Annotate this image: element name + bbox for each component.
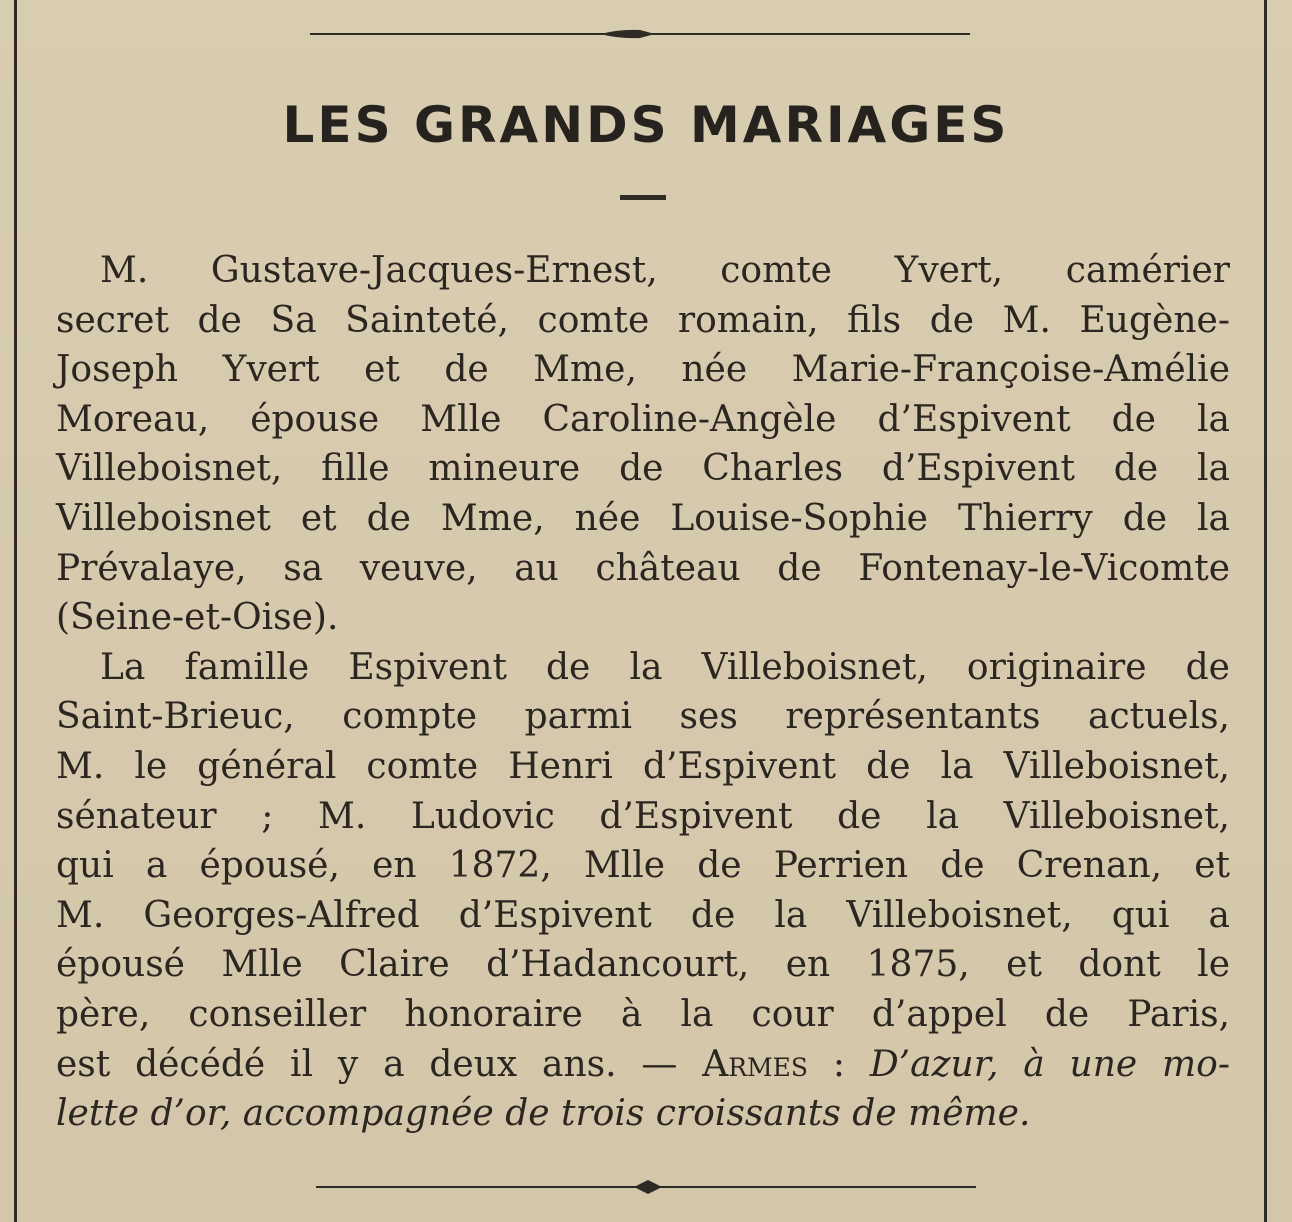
arms-blazon-end: lette d’or, accompagnée de trois croissants de même. xyxy=(56,1093,1031,1135)
article-title: LES GRANDS MARIAGES xyxy=(282,96,1010,154)
paragraph1-line: Villeboisnet, fille mineure de Charles d’Espivent de la xyxy=(56,448,1230,490)
arms-label: Armes xyxy=(702,1043,809,1085)
paragraph2-line: Saint-Brieuc, compte parmi ses représentants actuels, xyxy=(56,696,1230,738)
paragraph2-line: père, conseiller honoraire à la cour d’appel de Paris, xyxy=(56,993,1230,1035)
paragraph1-line: Moreau, épouse Mlle Caroline-Angèle d’Espivent de la xyxy=(56,398,1230,440)
arms-blazon-start: D’azur, à une mo- xyxy=(869,1043,1231,1085)
arms-line xyxy=(56,1040,1230,1090)
arms-colon: : xyxy=(808,1043,870,1085)
paragraph1-line: M. Gustave-Jacques-Ernest, comte Yvert, camérier xyxy=(100,250,1230,291)
paragraph2-line: M. le général comte Henri d’Espivent de la Villeboisnet, xyxy=(56,745,1230,787)
paragraph1-line: Prévalaye, sa veuve, au château de Fontenay-le-Vicomte xyxy=(56,547,1230,589)
paragraph1-line: secret de Sa Sainteté, comte romain, fils de M. Eugène- xyxy=(56,299,1230,341)
article-body xyxy=(56,246,1230,1139)
final-plain-text: est décédé il y a deux ans. — xyxy=(56,1043,703,1085)
paragraph2-line: sénateur ; M. Ludovic d’Espivent de la Villeboisnet, xyxy=(56,795,1230,837)
paragraph2-line: qui a épousé, en 1872, Mlle de Perrien de Crenan, et xyxy=(56,845,1230,887)
top-ornament-rule xyxy=(310,25,970,45)
paragraph2-line: épousé Mlle Claire d’Hadancourt, en 1875, et dont le xyxy=(56,944,1230,986)
title-separator-dash xyxy=(620,195,666,200)
paragraph2-line: M. Georges-Alfred d’Espivent de la Villeboisnet, qui a xyxy=(56,894,1230,936)
paragraph1-line: Villeboisnet et de Mme, née Louise-Sophie Thierry de la xyxy=(56,497,1230,539)
column-border-left xyxy=(14,0,17,1222)
bottom-ornament-rule xyxy=(316,1178,976,1198)
paragraph2-line: La famille Espivent de la Villeboisnet, originaire de xyxy=(100,646,1230,688)
paragraph1-line: (Seine-et-Oise). xyxy=(56,597,339,639)
paragraph1-line: Joseph Yvert et de Mme, née Marie-Françoise-Amélie xyxy=(56,349,1230,391)
column-border-right xyxy=(1264,0,1267,1222)
